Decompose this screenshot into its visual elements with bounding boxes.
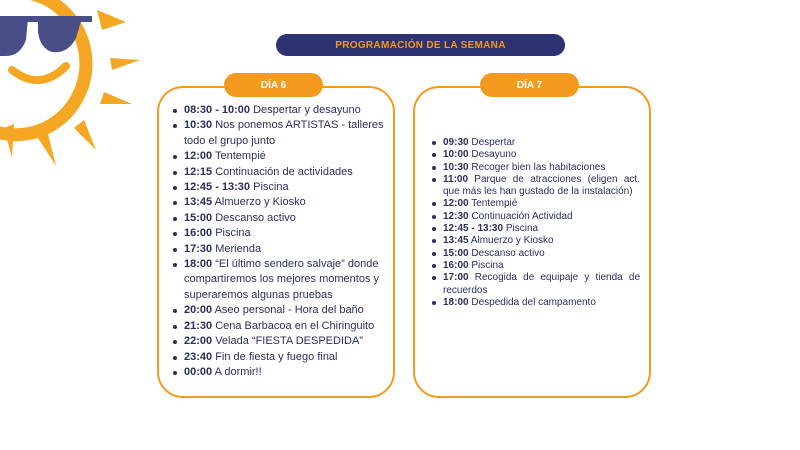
schedule-activity: Nos ponemos ARTISTAS - talleres todo el grupo junto [184, 119, 384, 147]
schedule-activity: Descanso activo [215, 211, 296, 224]
list-item [431, 272, 640, 297]
schedule-time: 15:00 [443, 247, 469, 259]
schedule-time: 16:00 [184, 227, 213, 240]
list-item [172, 226, 390, 241]
list-item [431, 174, 640, 199]
list-item [172, 303, 390, 318]
schedule-time: 08:30 - 10:00 [184, 104, 251, 116]
schedule-time: 12:30 [443, 210, 469, 222]
schedule-time: 15:00 [184, 211, 213, 224]
list-item [172, 165, 390, 180]
schedule-activity: Recogida de equipaje y tienda de recuerdos [443, 272, 641, 296]
schedule-activity: Tentempié [471, 198, 518, 210]
schedule-time: 00:00 [184, 365, 213, 378]
day-7-label: DÍA 7 [480, 73, 579, 97]
schedule-time: 10:30 [184, 119, 213, 132]
list-item [431, 235, 640, 247]
schedule-activity: Desayuno [471, 149, 517, 161]
schedule-activity: “El último sendero salvaje” donde compartiremos los mejores momentos y superaremos algunas pruebas [184, 258, 380, 301]
schedule-time: 13:45 [184, 196, 213, 209]
list-item [172, 195, 390, 210]
schedule-activity: Fin de fiesta y fuego final [215, 350, 338, 363]
schedule-activity: Piscina [215, 227, 251, 240]
schedule-activity: Cena Barbacoa en el Chiringuito [215, 319, 375, 332]
schedule-activity: Recoger bien las habitaciones [471, 161, 606, 173]
list-item [431, 162, 640, 174]
schedule-activity: Almuerzo y Kiosko [214, 196, 306, 209]
schedule-time: 17:00 [443, 272, 469, 284]
schedule-time: 12:00 [184, 150, 213, 163]
schedule-time: 20:00 [184, 304, 213, 317]
schedule-activity: Parque de atracciones (eligen act. que más les han gustado de la instalación) [443, 173, 640, 198]
list-item [172, 180, 390, 195]
schedule-activity: Aseo personal - Hora del baño [214, 304, 364, 317]
schedule-time: 10:30 [443, 161, 469, 173]
list-item [172, 334, 390, 349]
list-item [172, 118, 390, 149]
schedule-activity: Continuación Actividad [471, 210, 573, 222]
list-item [431, 198, 640, 210]
day-7-schedule [431, 137, 640, 309]
schedule-activity: Despedida del campamento [471, 296, 596, 308]
page-title: PROGRAMACIÓN DE LA SEMANA [276, 34, 565, 56]
schedule-activity: Piscina [253, 181, 289, 194]
list-item [172, 242, 390, 257]
list-item [431, 248, 640, 260]
list-item [172, 257, 390, 303]
schedule-time: 16:00 [443, 259, 469, 271]
schedule-time: 12:00 [443, 198, 469, 210]
schedule-time: 12:15 [184, 165, 213, 178]
schedule-activity: Merienda [215, 242, 262, 255]
sun-with-sunglasses-icon [0, 0, 140, 170]
day-6-label: DÍA 6 [224, 73, 323, 97]
schedule-activity: Velada “FIESTA DESPEDIDA” [215, 335, 363, 348]
list-item [431, 223, 640, 235]
list-item [431, 297, 640, 309]
schedule-time: 21:30 [184, 319, 213, 332]
schedule-time: 10:00 [443, 149, 469, 161]
schedule-time: 18:00 [443, 296, 469, 308]
list-item [431, 211, 640, 223]
schedule-time: 12:45 - 13:30 [443, 223, 504, 235]
schedule-activity: Piscina [471, 259, 504, 271]
schedule-activity: A dormir!! [214, 365, 262, 378]
list-item [172, 149, 390, 164]
list-item [172, 365, 390, 380]
schedule-time: 23:40 [184, 350, 213, 363]
list-item [172, 319, 390, 334]
list-item [431, 260, 640, 272]
list-item [172, 211, 390, 226]
schedule-activity: Continuación de actividades [215, 165, 353, 178]
list-item [172, 103, 390, 118]
schedule-time: 22:00 [184, 335, 213, 348]
schedule-time: 09:30 [443, 137, 469, 148]
list-item [172, 350, 390, 365]
schedule-time: 18:00 [184, 258, 213, 271]
list-item [431, 137, 640, 149]
schedule-time: 17:30 [184, 242, 213, 255]
schedule-activity: Tentempié [215, 150, 266, 163]
schedule-time: 12:45 - 13:30 [184, 181, 251, 194]
schedule-activity: Piscina [505, 223, 539, 235]
schedule-activity: Despertar [471, 137, 516, 148]
schedule-activity: Despertar y desayuno [253, 104, 361, 116]
schedule-time: 13:45 [443, 235, 469, 247]
schedule-activity: Almuerzo y Kiosko [470, 235, 554, 247]
list-item [431, 149, 640, 161]
schedule-time: 11:00 [443, 173, 469, 185]
day-6-schedule [172, 103, 390, 380]
schedule-activity: Descanso activo [471, 247, 545, 259]
